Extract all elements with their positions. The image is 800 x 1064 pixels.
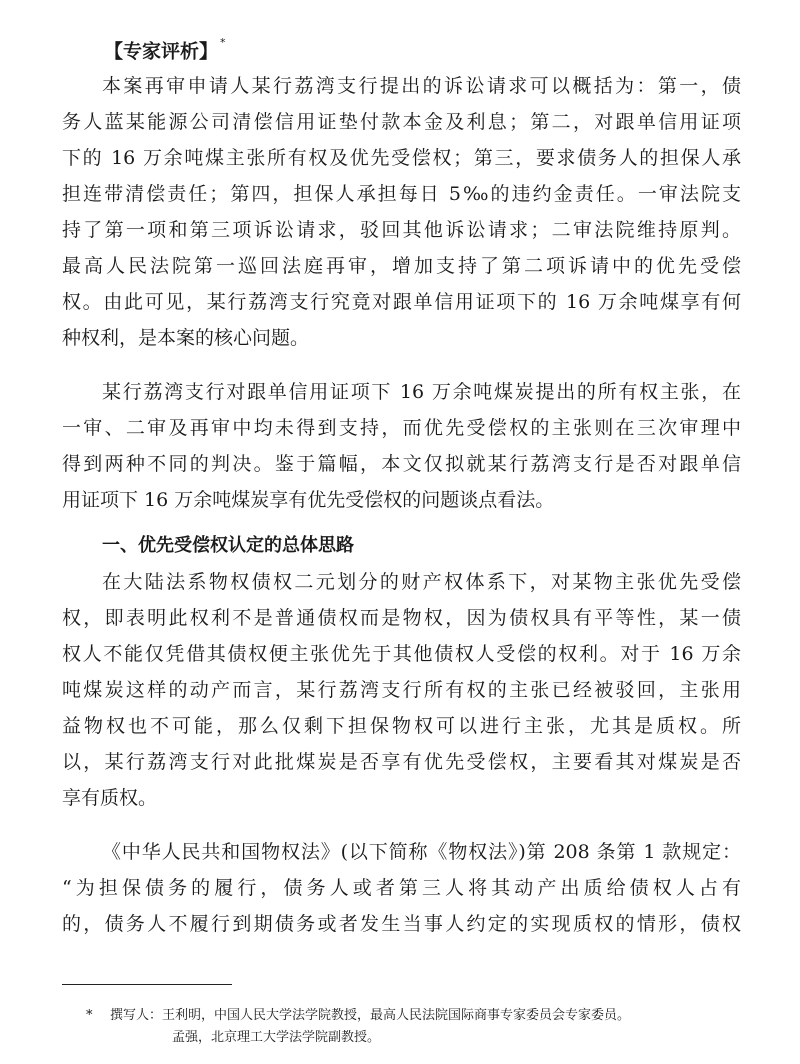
- footnote-line: 孟强，北京理工大学法学院副教授。: [172, 1030, 381, 1045]
- text-line: 权人不能仅凭借其债权便主张优先于其他债权人受偿的权利。对于 16 万余: [62, 643, 741, 665]
- text-line: 务人蓝某能源公司清偿信用证垫付款本金及利息；第二，对跟单信用证项: [62, 111, 741, 133]
- footnote-mark: *: [86, 1008, 93, 1023]
- text-line: 最高人民法院第一巡回法庭再审，增加支持了第二项诉请中的优先受偿: [62, 255, 741, 277]
- text-line: “为担保债务的履行，债务人或者第三人将其动产出质给债权人占有: [62, 877, 741, 899]
- text-line: 下的 16 万余吨煤主张所有权及优先受偿权；第三，要求债务人的担保人承: [62, 147, 741, 169]
- footnote-reference-mark: *: [220, 36, 226, 49]
- text-line: 《中华人民共和国物权法》(以下简称《物权法》)第 208 条第 1 款规定：: [102, 841, 741, 863]
- text-line: 以，某行荔湾支行对此批煤炭是否享有优先受偿权，主要看其对煤炭是否: [62, 751, 741, 773]
- footnote-divider: [62, 984, 232, 985]
- text-line: 种权利，是本案的核心问题。: [62, 327, 310, 349]
- text-line: 担连带清偿责任；第四，担保人承担每日 5‰的违约金责任。一审法院支: [62, 183, 741, 205]
- heading-text: 【专家评析】: [104, 40, 219, 63]
- text-line: 本案再审申请人某行荔湾支行提出的诉讼请求可以概括为：第一，债: [102, 75, 741, 97]
- text-line: 益物权也不可能，那么仅剩下担保物权可以进行主张，尤其是质权。所: [62, 715, 741, 737]
- text-line: 某行荔湾支行对跟单信用证项下 16 万余吨煤炭提出的所有权主张，在: [102, 381, 741, 403]
- text-line: 在大陆法系物权债权二元划分的财产权体系下，对某物主张优先受偿: [102, 571, 741, 593]
- text-line: 权，即表明此权利不是普通债权而是物权，因为债权具有平等性，某一债: [62, 607, 741, 629]
- text-line: 吨煤炭这样的动产而言，某行荔湾支行所有权的主张已经被驳回，主张用: [62, 679, 741, 701]
- section-heading: 一、优先受偿权认定的总体思路: [102, 535, 354, 556]
- text-line: 持了第一项和第三项诉讼请求，驳回其他诉讼请求；二审法院维持原判。: [62, 219, 741, 241]
- text-line: 得到两种不同的判决。鉴于篇幅，本文仅拟就某行荔湾支行是否对跟单信: [62, 453, 741, 475]
- text-line: 的，债务人不履行到期债务或者发生当事人约定的实现质权的情形，债权: [62, 913, 741, 935]
- expert-analysis-heading: [104, 33, 226, 65]
- text-line: 一审、二审及再审中均未得到支持，而优先受偿权的主张则在三次审理中: [62, 417, 741, 439]
- text-line: 权。由此可见，某行荔湾支行究竟对跟单信用证项下的 16 万余吨煤享有何: [62, 291, 741, 313]
- text-line: 用证项下 16 万余吨煤炭享有优先受偿权的问题谈点看法。: [62, 489, 555, 511]
- text-line: 享有质权。: [62, 787, 158, 809]
- footnote-line: 撰写人：王利明，中国人民大学法学院教授，最高人民法院国际商事专家委员会专家委员。: [110, 1008, 631, 1023]
